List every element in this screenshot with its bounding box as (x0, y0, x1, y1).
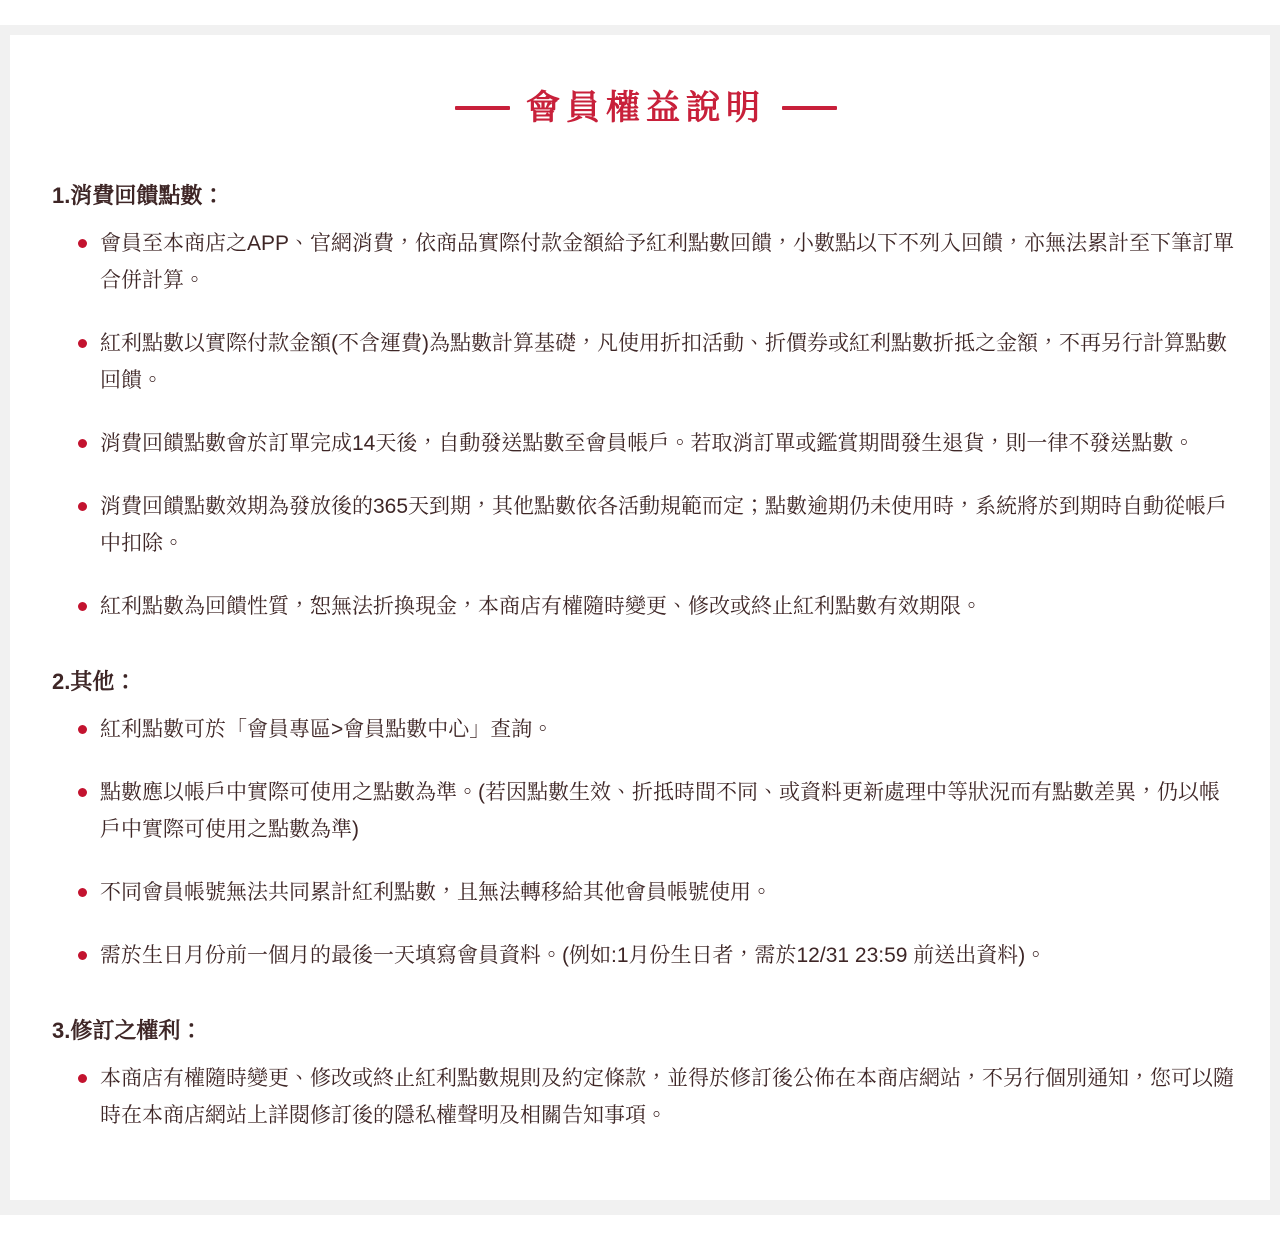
bullet-dot-icon (78, 602, 87, 611)
list-item-text: 需於生日月份前一個月的最後一天填寫會員資料。(例如:1月份生日者，需於12/31 23:59 前送出資料)。 (100, 943, 1047, 967)
benefits-card (10, 35, 1270, 1200)
section-reward-points (52, 181, 1240, 625)
list-item (78, 774, 1240, 848)
section-heading-reward-points: 1.消費回饋點數： (52, 182, 225, 208)
list-item-text: 紅利點數可於「會員專區>會員點數中心」查詢。 (100, 717, 554, 741)
bullet-list (52, 1060, 1240, 1134)
page-title-text: 會員權益說明 (526, 89, 766, 127)
bullet-dot-icon (78, 951, 87, 960)
section-heading-others: 2.其他： (52, 668, 137, 694)
list-item-text: 消費回饋點數會於訂單完成14天後，自動發送點數至會員帳戶。若取消訂單或鑑賞期間發生退貨，則一律不發送點數。 (100, 431, 1195, 455)
list-item (78, 225, 1240, 299)
list-item (78, 325, 1240, 399)
list-item (78, 588, 1240, 625)
list-item (78, 425, 1240, 462)
bullet-list (52, 225, 1240, 625)
bullet-dot-icon (78, 239, 87, 248)
bullet-dot-icon (78, 1074, 87, 1083)
list-item (78, 488, 1240, 562)
list-item-text: 本商店有權隨時變更、修改或終止紅利點數規則及約定條款，並得於修訂後公佈在本商店網站，不另行個別通知，您可以隨時在本商店網站上詳閱修訂後的隱私權聲明及相關告知事項。 (100, 1066, 1234, 1127)
list-item-text: 會員至本商店之APP、官網消費，依商品實際付款金額給予紅利點數回饋，小數點以下不列入回饋，亦無法累計至下筆訂單合併計算。 (100, 231, 1235, 292)
bullet-dot-icon (78, 502, 87, 511)
list-item (78, 874, 1240, 911)
list-item-text: 紅利點數為回饋性質，恕無法折換現金，本商店有權隨時變更、修改或終止紅利點數有效期限。 (100, 594, 982, 618)
list-item-text: 不同會員帳號無法共同累計紅利點數，且無法轉移給其他會員帳號使用。 (100, 880, 772, 904)
section-revision-rights (52, 1016, 1240, 1134)
bullet-dot-icon (78, 888, 87, 897)
page-backdrop (0, 25, 1280, 1215)
page-title (52, 88, 1240, 129)
list-item-text: 消費回饋點數效期為發放後的365天到期，其他點數依各活動規範而定；點數逾期仍未使用時，系統將於到期時自動從帳戶中扣除。 (100, 494, 1228, 555)
title-dash-left (455, 106, 510, 110)
list-item (78, 1060, 1240, 1134)
list-item (78, 937, 1240, 974)
bullet-dot-icon (78, 439, 87, 448)
list-item-text: 點數應以帳戶中實際可使用之點數為準。(若因點數生效、折抵時間不同、或資料更新處理中等狀況而有點數差異，仍以帳戶中實際可使用之點數為準) (100, 780, 1220, 841)
bullet-dot-icon (78, 725, 87, 734)
section-others (52, 667, 1240, 974)
title-dash-right (782, 106, 837, 110)
list-item (78, 711, 1240, 748)
section-heading-revision-rights: 3.修訂之權利： (52, 1017, 203, 1043)
bullet-dot-icon (78, 339, 87, 348)
bullet-dot-icon (78, 788, 87, 797)
list-item-text: 紅利點數以實際付款金額(不含運費)為點數計算基礎，凡使用折扣活動、折價券或紅利點數折抵之金額，不再另行計算點數回饋。 (100, 331, 1227, 392)
bullet-list (52, 711, 1240, 974)
